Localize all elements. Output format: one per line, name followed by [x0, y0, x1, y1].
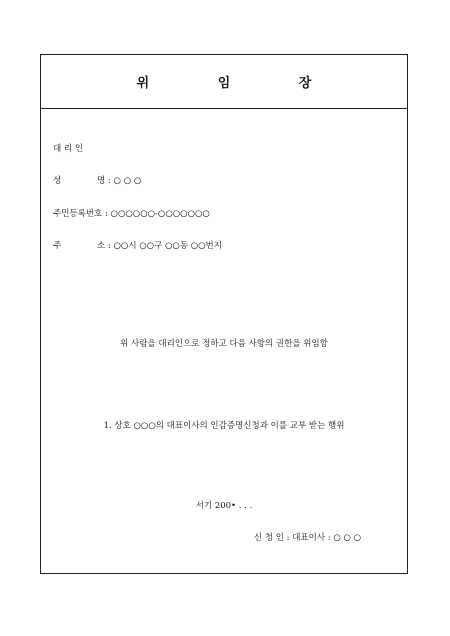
name-row: [53, 174, 141, 186]
rrn-row: [53, 207, 210, 219]
address-value: : ○○시 ○○구 ○○동 ○○번지: [107, 241, 222, 251]
applicant-value: : 대표이사 : ○ ○ ○: [286, 533, 361, 543]
title-row: [41, 55, 407, 109]
name-value: : ○ ○ ○: [107, 176, 142, 186]
rrn-label: 주민등록번호: [53, 209, 103, 219]
power-of-attorney-form: [40, 54, 408, 574]
document-title: 위 임 장: [136, 76, 344, 91]
delegation-statement: 위 사람을 대리인으로 정하고 다음 사항의 권한을 위임함: [120, 339, 328, 349]
address-label-a: 주: [53, 241, 62, 251]
agent-heading: 대 리 인: [53, 144, 84, 154]
name-label-a: 성: [53, 176, 62, 186]
name-label-b: 명: [97, 176, 106, 186]
address-label-b: 소: [97, 241, 106, 251]
applicant-row: [254, 531, 361, 543]
delegated-item-1: 1. 상호 ○○○의 대표이사의 인감증명신청과 이를 교부 받는 행위: [103, 421, 345, 431]
applicant-label: 신 청 인: [253, 533, 284, 543]
date-line: 서기 200• . . .: [195, 501, 253, 511]
address-row: [53, 239, 222, 251]
rrn-value: : ○○○○○○-○○○○○○○: [104, 209, 210, 219]
